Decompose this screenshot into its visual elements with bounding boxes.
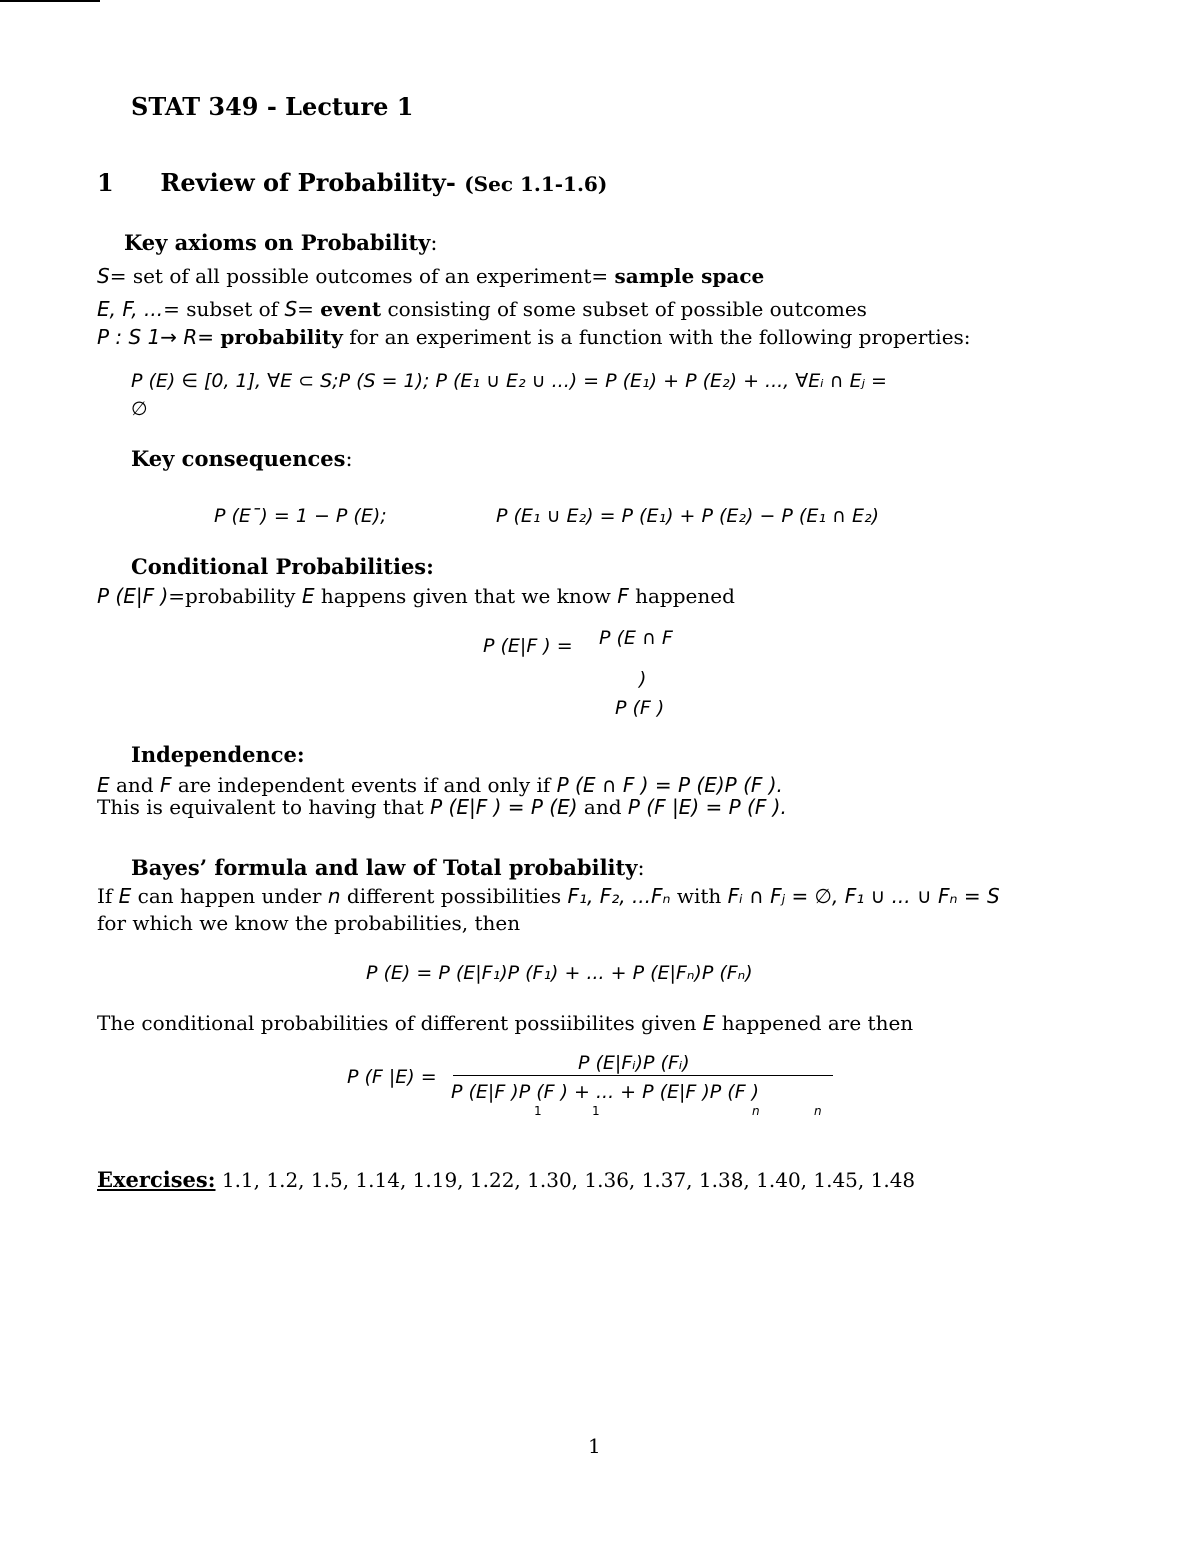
axiom-line-probability: P : S 1→ R= probability for an experiment is a function with the following properties: (97, 325, 971, 349)
complement-formula: P (E¯) = 1 − P (E); (214, 505, 387, 527)
consequences-heading: Key consequences: (131, 446, 353, 471)
page-number: 1 (588, 1434, 601, 1458)
conditional-numerator: P (E ∩ F (599, 627, 673, 649)
section-heading (97, 168, 607, 197)
conditional-lhs: P (E|F ) = (483, 635, 573, 657)
axioms-formula-cont: ∅ (131, 398, 148, 420)
bayes-conditional-intro: The conditional probabilities of different possiibilites given E happened are then (97, 1011, 914, 1035)
top-rule (0, 0, 100, 2)
bayes-numerator: P (E|Fᵢ)P (Fᵢ) (578, 1052, 690, 1074)
axioms-heading: Key axioms on Probability: (124, 230, 438, 255)
conditional-numerator-close: ) (639, 668, 647, 690)
bayes-den-sub-3: n (752, 1104, 760, 1118)
axiom-line-event: E, F, ...= subset of S= event consisting of some subset of possible outcomes (97, 297, 867, 321)
exercises-list: 1.1, 1.2, 1.5, 1.14, 1.19, 1.22, 1.30, 1.36, 1.37, 1.38, 1.40, 1.45, 1.48 (221, 1168, 916, 1192)
union-formula: P (E₁ ∪ E₂) = P (E₁) + P (E₂) − P (E₁ ∩ E₂) (496, 505, 879, 527)
exercises-label: Exercises: (97, 1167, 216, 1192)
conditional-heading: Conditional Probabilities: (131, 554, 434, 579)
exercises-line (97, 1167, 915, 1192)
axioms-formula: P (E) ∈ [0, 1], ∀E ⊂ S;P (S = 1); P (E₁ ∪ E₂ ∪ ...) = P (E₁) + P (E₂) + ..., ∀Eᵢ ∩ Eⱼ = (131, 370, 887, 392)
bayes-denominator: P (E|F )P (F ) + ... + P (E|F )P (F ) (451, 1081, 760, 1103)
conditional-definition: P (E|F )=probability E happens given that we know F happened (97, 584, 735, 608)
bayes-line-1: If E can happen under n different possibilities F₁, F₂, ...Fₙ with Fᵢ ∩ Fⱼ = ∅, F₁ ∪ ... ∪ Fₙ = S (97, 884, 1000, 908)
independence-line-2: This is equivalent to having that P (E|F ) = P (E) and P (F |E) = P (F ). (97, 795, 787, 819)
section-ref: (Sec 1.1-1.6) (464, 172, 608, 196)
page-title: STAT 349 - Lecture 1 (131, 92, 414, 121)
bayes-fraction-bar (453, 1075, 833, 1076)
bayes-den-sub-4: n (814, 1104, 822, 1118)
axiom-line-sample-space: S= set of all possible outcomes of an experiment= sample space (97, 264, 765, 288)
bayes-den-sub-1: 1 (534, 1104, 542, 1118)
independence-heading: Independence: (131, 742, 305, 767)
bayes-heading: Bayes’ formula and law of Total probability: (131, 855, 645, 880)
section-title: Review of Probability- (160, 168, 456, 197)
bayes-den-sub-2: 1 (592, 1104, 600, 1118)
total-probability-formula: P (E) = P (E|F₁)P (F₁) + ... + P (E|Fₙ)P (Fₙ) (366, 962, 753, 984)
bayes-line-2: for which we know the probabilities, then (97, 911, 521, 935)
bayes-lhs: P (F |E) = (347, 1066, 437, 1088)
section-number: 1 (97, 168, 114, 197)
independence-line-1: E and F are independent events if and only if P (E ∩ F ) = P (E)P (F ). (97, 773, 783, 797)
conditional-denominator: P (F ) (615, 697, 665, 719)
